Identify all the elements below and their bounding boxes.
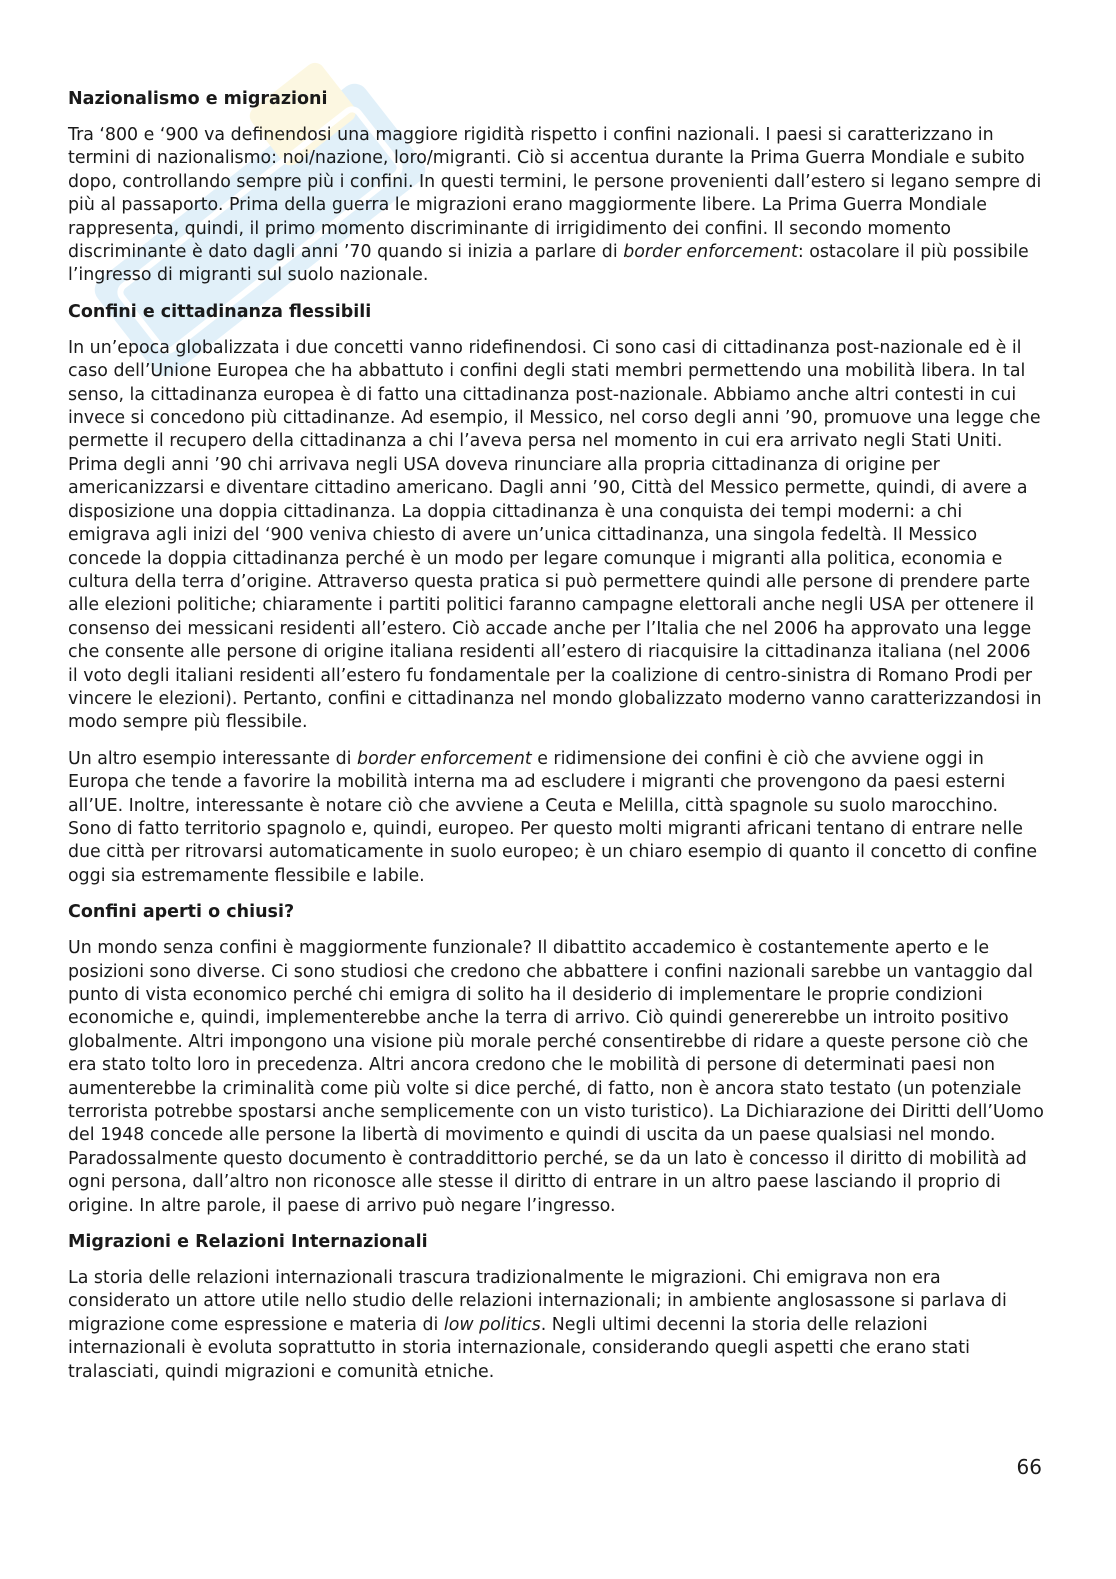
section-confini-aperti [68, 901, 1044, 1218]
paragraph: Un mondo senza confini è maggiormente funzionale? Il dibattito accademico è costantemente aperto e le posizioni sono diverse. Ci sono studiosi che credono che abbattere i confini nazionali sarebbe un vantaggio dal punto di vista economico perché chi emigra di solito ha il desiderio di implementare le proprie condizioni economiche e, quindi, implementerebbe anche la terra di arrivo. Ciò quindi genererebbe un introito positivo globalmente. Altri impongono una visione più morale perché consentirebbe di ridare a queste persone ciò che era stato tolto loro in precedenza. Altri ancora credono che le mobilità di persone di determinati paesi non aumenterebbe la criminalità come più volte si dice perché, di fatto, non è ancora stato testato (un potenziale terrorista potrebbe spostarsi anche semplicemente con un visto turistico). La Dichiarazione dei Diritti dell’Uomo del 1948 concede alle persone la libertà di movimento e quindi di uscita da un paese qualsiasi nel mondo. Paradossalmente questo documento è contraddittorio perché, se da un lato è concesso il diritto di mobilità ad ogni persona, dall’altro non riconosce alle stesse il diritto di entrare in un altro paese lasciando il proprio di origine. In altre parole, il paese di arrivo può negare l’ingresso. [68, 938, 1044, 1216]
text-run: : ostacolare il più possibile l’ingresso di migranti sul suolo nazionale. [68, 242, 1029, 286]
paragraph [68, 748, 1044, 888]
section-heading: Confini e cittadinanza flessibili [68, 301, 372, 322]
paragraph [68, 124, 1044, 288]
section-heading: Confini aperti o chiusi? [68, 902, 295, 923]
text-run: Tra ‘800 e ‘900 va definendosi una maggiore rigidità rispetto i confini nazionali. I paesi si caratterizzano in termini di nazionalismo: noi/nazione, loro/migranti. Ciò si accentua durante la Prima Guerra Mondiale e subito dopo, controllando sempre più i confini. In questi termini, le persone provenienti dall’estero si legano sempre di più al passaporto. Prima della guerra le migrazioni erano maggiormente libere. La Prima Guerra Mondiale rappresenta, quindi, il primo momento discriminante di irrigidimento dei confini. Il secondo momento discriminante è dato dagli anni ’70 quando si inizia a parlare di [68, 125, 1042, 263]
page-number: 66 [1016, 1455, 1042, 1479]
text-run: e ridimensione dei confini è ciò che avviene oggi in Europa che tende a favorire la mobilità interna ma ad escludere i migranti che provengono da paesi esterni all’UE. Inoltre, interessante è notare ciò che avviene a Ceuta e Melilla, città spagnole su suolo marocchino. Sono di fatto territorio spagnolo e, quindi, europeo. Per questo molti migranti africani tentano di entrare nelle due città per ritrovarsi automaticamente in suolo europeo; è un chiaro esempio di quanto il concetto di confine oggi sia estremamente flessibile e labile. [68, 748, 1038, 886]
text-run: La storia delle relazioni internazionali trascura tradizionalmente le migrazioni. Chi emigrava non era considerato un attore utile nello studio delle relazioni internazionali; in ambiente anglosassone si parlava di migrazione come espressione e materia di [68, 1268, 1007, 1335]
section-nazionalismo [68, 88, 1044, 288]
document-body [68, 88, 1044, 1397]
section-heading: Nazionalismo e migrazioni [68, 89, 328, 109]
italic-term: border enforcement [623, 242, 798, 263]
paragraph [68, 1267, 1044, 1384]
section-heading: Migrazioni e Relazioni Internazionali [68, 1232, 428, 1253]
text-run: . Negli ultimi decenni la storia delle relazioni internazionali è evoluta soprattutto in storia internazionale, considerando quegli aspetti che erano stati tralasciati, quindi migrazioni e comunità etniche. [68, 1314, 970, 1382]
section-confini-cittadinanza [68, 301, 1044, 888]
section-relazioni-internazionali [68, 1231, 1044, 1384]
text-run: Un altro esempio interessante di [68, 748, 358, 769]
italic-term: border enforcement [357, 748, 532, 769]
italic-term: low politics [443, 1314, 541, 1335]
paragraph: In un’epoca globalizzata i due concetti vanno ridefinendosi. Ci sono casi di cittadinanza post-nazionale ed è il caso dell’Unione Europea che ha abbattuto i confini degli stati membri permettendo una mobilità libera. In tal senso, la cittadinanza europea è di fatto una cittadinanza post-nazionale. Abbiamo anche altri contesti in cui invece si concedono più cittadinanze. Ad esempio, il Messico, nel corso degli anni ’90, promuove una legge che permette il recupero della cittadinanza a chi l’aveva persa nel momento in cui era arrivato negli Stati Uniti. Prima degli anni ’90 chi arrivava negli USA doveva rinunciare alla propria cittadinanza di origine per americanizzarsi e diventare cittadino americano. Dagli anni ’90, Città del Messico permette, quindi, di avere a disposizione una doppia cittadinanza. La doppia cittadinanza è una conquista dei tempi moderni: a chi emigrava agli inizi del ‘900 veniva chiesto di avere un’unica cittadinanza, una singola fedeltà. Il Messico concede la doppia cittadinanza perché è un modo per legare comunque i migranti alla politica, economia e cultura della terra d’origine. Attraverso questa pratica si può permettere quindi alle persone di prendere parte alle elezioni politiche; chiaramente i partiti politici faranno campagne elettorali anche negli USA per ottenere il consenso dei messicani residenti all’estero. Ciò accade anche per l’Italia che nel 2006 ha approvato una legge che consente alle persone di origine italiana residenti all’estero di riacquisire la cittadinanza italiana (nel 2006 il voto degli italiani residenti all’estero fu fondamentale per la coalizione di centro-sinistra di Romano Prodi per vincere le elezioni). Pertanto, confini e cittadinanza nel mondo globalizzato moderno vanno caratterizzandosi in modo sempre più flessibile. [68, 337, 1042, 733]
